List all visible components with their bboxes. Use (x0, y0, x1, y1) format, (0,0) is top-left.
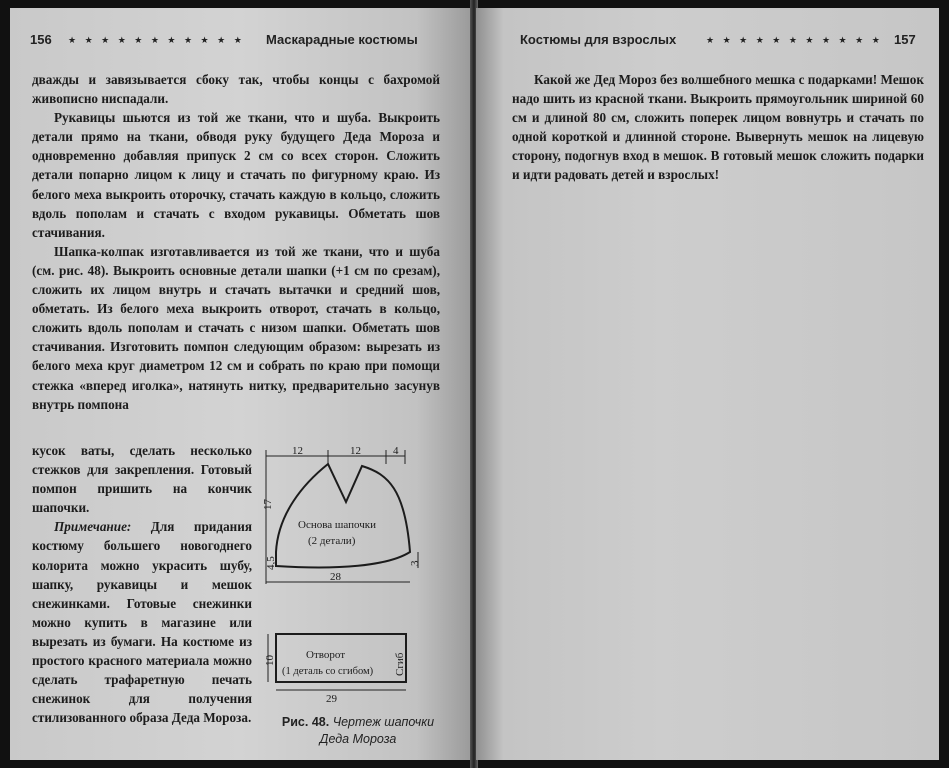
dim-top-mid: 12 (350, 445, 361, 457)
keyword-sack: мешка (755, 72, 796, 87)
figure-caption (268, 714, 448, 748)
hat-pattern-figure (258, 444, 446, 760)
paragraph-hat: Шапка-колпак изготавливается из той же ткани, что и шуба (см. рис. 48). Выкроить основные детали шапки (+1 см по срезам), сложить их лицом внутрь и стачать вытачки и средний шов, обметать. Из белого меха выкроить отворот, стачать в кольцо, сложить вдоль пополам и стачать с низом шапки. Обметать шов стачивания. Изготовить помпон следующим образом: вырезать из белого меха круг диаметром 12 см и собрать по краю при помощи стежка «вперед иголка», натянуть нитку, предварительно засунув внутрь помпона (32, 243, 440, 412)
right-page-body (512, 70, 924, 185)
left-page-body (32, 70, 440, 414)
dim-top-right: 4 (393, 445, 399, 457)
page-number-right: 157 (894, 32, 916, 47)
right-page (476, 8, 939, 760)
keyword-mittens: Рукавицы (54, 110, 116, 126)
label-base-line2: (2 детали) (308, 535, 356, 547)
caption-number: Рис. 48. (281, 715, 330, 729)
note-paragraph: Примечание: Для придания костюму большего новогоднего колорита можно украсить шубу, шапку, рукавицы и мешок снежинками. Готовые снежинки можно купить в магазине или вырезать из бумаги. На костюме из простого красного материала можно сделать трафаретную печать снежинок для получения стилизованного образа Деда Мороза. (32, 519, 252, 726)
note-label: Примечание: (54, 519, 132, 535)
left-page (10, 8, 472, 760)
dim-cuff-width: 29 (326, 693, 337, 705)
hat-pattern-drawing (258, 444, 446, 760)
header-star-ornament: ★ ★ ★ ★ ★ ★ ★ ★ ★ ★ ★ (68, 35, 245, 45)
dim-bottom: 28 (330, 571, 341, 583)
running-title-right: Костюмы для взрослых (520, 32, 677, 47)
header-star-ornament-right: ★ ★ ★ ★ ★ ★ ★ ★ ★ ★ ★ (706, 35, 883, 45)
hat-base-outline (276, 464, 410, 567)
label-fold: Сгиб (394, 652, 406, 676)
keyword-hat: Шапка-колпак (54, 243, 144, 259)
paragraph-1: дважды и завязывается сбоку так, чтобы концы с бахромой живописно ниспадали. (32, 72, 440, 107)
page-number-left: 156 (30, 32, 52, 47)
dim-top-left: 12 (292, 445, 303, 457)
dim-height: 17 (262, 499, 274, 510)
running-title-left: Маскарадные костюмы (266, 32, 418, 47)
label-base-line1: Основа шапочки (298, 519, 376, 531)
caption-text: Чертеж шапочки Деда Мороза (319, 715, 435, 746)
dim-cuff-height: 10 (264, 655, 276, 666)
label-cuff-line1: Отворот (306, 649, 346, 661)
paragraph-mittens: Рукавицы шьются из той же ткани, что и шуба. Выкроить детали прямо на ткани, обводя руку будущего Деда Мороза и одновременно добавляя припуск 2 см со всех сторон. Сложить детали попарно лицом к лицу и стачать по фигурному краю. Из белого меха выкроить оторочку, стачать каждую в кольцо, сложить вдоль пополам и стачать с входом рукавицы. Обметать шов стачивания. (32, 110, 440, 240)
paragraph-sack: Какой же Дед Мороз без волшебного мешка с подарками! Мешок надо шить из красной ткани. Выкроить прямоугольник шириной 60 см и длиной 80 см, сложить поперек лицом вовнутрь и стачать по одной короткой и длинной стороне. Вывернуть мешок на лицевую сторону, подогнув вход в мешок. В готовый мешок сложить подарки и идти радовать детей и взрослых! (512, 72, 924, 183)
dim-right-small: 3 (409, 560, 421, 566)
left-column-text (32, 441, 252, 727)
dim-left-small: 4,5 (265, 556, 277, 570)
pompom-continuation: кусок ваты, сделать несколько стежков для закрепления. Готовый помпон пришить на кончик шапочки. (32, 443, 252, 516)
label-cuff-line2: (1 деталь со сгибом) (282, 666, 374, 677)
